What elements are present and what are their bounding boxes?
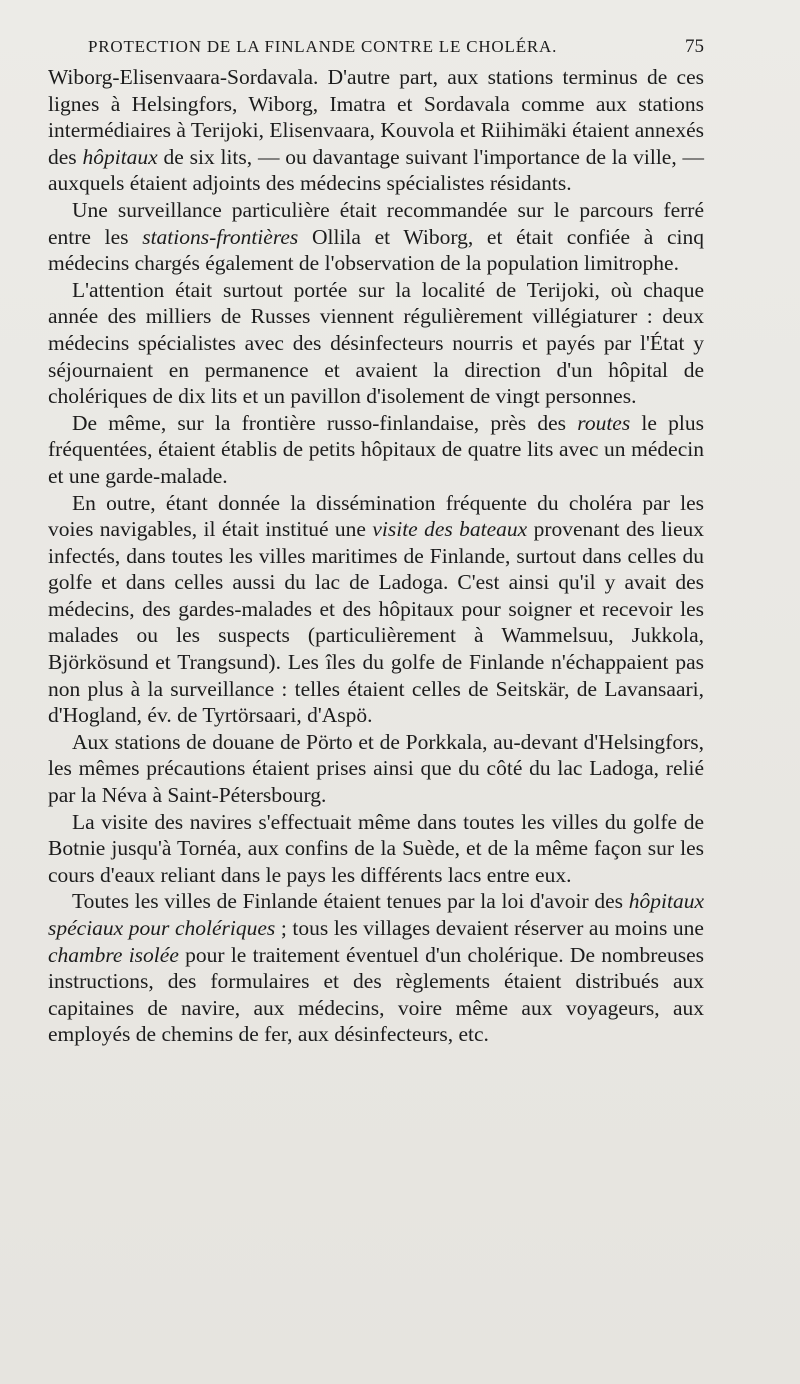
text-run: La visite des navires s'effectuait même dans toutes les villes du golfe de Botnie jusqu'à Tornéa, aux confins de la Suède, et de la même façon sur les cours d'eaux reliant dans le pays les différents lacs entre eux.	[48, 809, 704, 887]
text-run: L'attention était surtout portée sur la localité de Terijoki, où chaque année des milliers de Russes viennent régulièrement villégiaturer : deux médecins spécialistes avec des désinfecteurs nourris et payés par l'État y séjournaient en permanence et avaient la direction d'un hôpital de cholériques de dix lits et un pavillon d'isolement de vingt personnes.	[48, 277, 704, 409]
text-run: ; tous les villages devaient réserver au moins une	[275, 916, 704, 940]
text-run: Ollila et Wiborg, et était confiée à cinq médecins chargés également de l'observation de la population limitrophe.	[48, 224, 704, 276]
page-number: 75	[685, 36, 704, 57]
paragraph	[48, 64, 704, 197]
running-head	[48, 36, 704, 58]
body-text	[48, 64, 704, 1048]
text-run: Toutes les villes de Finlande étaient tenues par la loi d'avoir des	[72, 889, 629, 914]
text-run: Wiborg-Elisenvaara-Sordavala. D'autre part, aux stations terminus de ces lignes à Helsingfors, Wiborg, Imatra et Sordavala comme aux stations intermédiaires à Terijoki, Elisenvaara, Kouvola et Riihimäki étaient annexés des	[48, 65, 705, 169]
paragraph	[48, 197, 704, 277]
text-run: le plus fréquentées, étaient établis de petits hôpitaux de quatre lits avec un médecin et une garde-malade.	[48, 410, 705, 488]
text-run: Aux stations de douane de Pörto et de Porkkala, au-devant d'Helsingfors, les mêmes précautions étaient prises ainsi que du côté du lac Ladoga, relié par la Néva à Saint-Pétersbourg.	[48, 729, 704, 808]
text-run: de six lits, — ou davantage suivant l'importance de la ville, — auxquels étaient adjoints des médecins spécialistes résidants.	[48, 144, 705, 196]
italic-text: chambre isolée	[48, 942, 179, 967]
italic-text: hôpitaux	[82, 144, 158, 169]
italic-text: hôpitaux spéciaux pour cholériques	[48, 889, 704, 940]
text-run: provenant des lieux infectés, dans toutes les villes maritimes de Finlande, surtout dans celles du golfe et dans celles aussi du lac de Ladoga. C'est ainsi qu'il y avait des médecins, des gardes-malades et des hôpitaux pour soigner et recevoir les malades ou les suspects (particulièrement à Wammelsuu, Jukkola, Björkösund et Trangsund). Les îles du golfe de Finlande n'échappaient pas non plus à la surveillance : telles étaient celles de Seitskär, de Lavansaari, d'Hogland, év. de Tyrtörsaari, d'Aspö.	[48, 517, 705, 728]
running-title: PROTECTION DE LA FINLANDE CONTRE LE CHOLÉRA.	[88, 37, 558, 56]
paragraph	[48, 410, 704, 490]
italic-text: stations-frontières	[142, 224, 299, 249]
paragraph	[48, 729, 704, 809]
italic-text: routes	[577, 410, 631, 435]
text-run: En outre, étant donnée la dissémination fréquente du choléra par les voies navigables, il était institué une	[48, 490, 704, 542]
paragraph	[48, 888, 704, 1048]
paragraph	[48, 809, 704, 889]
text-run: Une surveillance particulière était recommandée sur le parcours ferré entre les	[48, 197, 704, 249]
text-run: De même, sur la frontière russo-finlandaise, près des	[72, 410, 578, 435]
italic-text: visite des bateaux	[372, 517, 528, 542]
text-run: pour le traitement éventuel d'un cholérique. De nombreuses instructions, des formulaires et des règlements étaient distribués aux capitaines de navire, aux médecins, voire même aux voyageurs, aux employés de chemins de fer, aux désinfecteurs, etc.	[48, 942, 704, 1047]
paragraph	[48, 277, 704, 410]
paragraph	[48, 490, 704, 729]
